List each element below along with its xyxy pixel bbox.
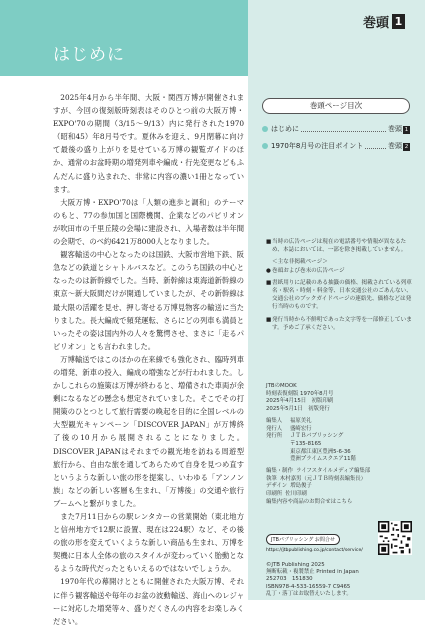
toc-title: 巻頭ページ目次 bbox=[262, 98, 410, 114]
colophon-key: デザイン bbox=[266, 483, 288, 490]
toc-page-number: 1 bbox=[404, 127, 409, 133]
copyright-line: ISBN978-4-533-16559-7 C9465 bbox=[266, 583, 351, 590]
paragraph: また7月11日からの駅レンタカーの営業開始（東北地方と信州地方で12駅に設置、現在は224駅）など、その後の旅の形を変えていくような新しい商品も生まれ、万博を契機に日本人全体の旅のスタイルが変わっていく胎動となるような時代だったともいえるのではないでしょうか。 bbox=[53, 512, 244, 574]
notice-text: 発行当時から不鮮明であった文字等を一部修正しています。予めご了承ください。 bbox=[272, 316, 412, 331]
colophon-key: 発行所 bbox=[266, 433, 283, 440]
colophon-row bbox=[266, 476, 412, 484]
toc-page-prefix: 巻頭 bbox=[388, 142, 402, 150]
colophon-key bbox=[266, 441, 290, 449]
notice-item bbox=[266, 258, 412, 266]
toc-page-prefix: 巻頭 bbox=[388, 125, 402, 133]
colophon-value: 増島俊子 bbox=[290, 483, 312, 490]
colophon-key: 印刷所 bbox=[266, 491, 283, 498]
notice-text: 当時の広告ページは現在の電話番号や情報が異なるため、本誌においては、一部を除き掲載していません。 bbox=[272, 239, 407, 254]
colophon-value: 木村嘉男（元ＪＴＢ時刻表編集長） bbox=[279, 475, 367, 482]
section-number: 1 bbox=[392, 14, 405, 29]
paragraph: 1970年代の幕開けとともに開催された大阪万博、それに伴う観客輸送や毎年のお盆の波動輸送、海山へのレジャーに対応した増発等々、盛りだくさんの内容をお楽しみください。 bbox=[53, 577, 244, 626]
copyright-line: 252703 151830 bbox=[266, 576, 313, 583]
colophon-row bbox=[266, 491, 412, 499]
colophon-row bbox=[266, 483, 412, 491]
copyright-block bbox=[266, 562, 412, 598]
section-badge bbox=[363, 12, 405, 31]
toc-list bbox=[262, 124, 410, 151]
date-line: 2025年4月15日 初版印刷 bbox=[266, 398, 334, 405]
toc-item[interactable] bbox=[262, 141, 410, 151]
notice-text: 巻頭および巻末の広告ページ bbox=[272, 267, 345, 274]
bullet-icon: ■ bbox=[266, 239, 272, 245]
toc-item-page bbox=[388, 141, 410, 151]
toc-item[interactable] bbox=[262, 124, 410, 134]
colophon-value: ライフスタイルメディア編集部 bbox=[295, 468, 371, 475]
colophon-value: 〒135-8165 bbox=[290, 440, 322, 447]
paragraph: 万博輸送ではこのほかの在来線でも強化され、臨時列車の増発、新車の投入、編成の増強などが行われました。しかしこれらの施策は万博が終わると、増備された車両が余剰になるなどの懸念も想定されていました。そこでその打開策のひとつとして旅行需要の喚起を目的に全国レベルの大型観光キャンペーン「DISCOVER JAPAN」が万博終了後の10月から展開されることになりました。DISCOVER JAPANはそれまでの観光地を訪ねる周遊型旅行から、自由な旅を通してあらためて自身を見つめ直すというような新しい旅の形を提案し、いわゆる「アンノン族」などの新しい客層も生まれ、「万博後」の交通や旅行ブームへと繋がりました。 bbox=[53, 354, 244, 508]
colophon-key: 発行人 bbox=[266, 425, 283, 432]
contact-area bbox=[266, 526, 412, 553]
colophon-row bbox=[266, 456, 412, 464]
copyright-line: ©JTB Publishing 2025 bbox=[266, 562, 325, 568]
colophon-value: 佐川印刷 bbox=[285, 491, 307, 498]
colophon-key: 編集内容や商品のお問合せはこちら bbox=[266, 498, 353, 505]
colophon-value: 福原美礼 bbox=[290, 417, 312, 424]
toc-item-label: 1970年8月号の注目ポイント bbox=[271, 142, 364, 150]
colophon-row bbox=[266, 468, 412, 476]
paragraph: 2025年4月から半年間、大阪・関西万博が開催されますが、今回の復刻版時刻表はそのひとつ前の大阪万博・EXPO'70の期間（3/15〜9/13）内に発行された1970（昭和45）年8月号です。夏休みを迎え、9月閉幕に向けて最後の盛り上がりを見せている万博の観覧ガイドのほか、通常のお盆時期の増発列車や編成・行先変更などもふんだんに盛り込まれた、非常に内容の濃い1冊となっています。 bbox=[53, 93, 244, 194]
toc-item-label: はじめに bbox=[271, 125, 299, 133]
toc-item-page bbox=[388, 124, 410, 134]
contact-pill: JTBパブリッシング お問合せ bbox=[266, 534, 340, 545]
bullet-icon: ■ bbox=[266, 316, 272, 323]
notice-text: ＜主な非掲載ページ＞ bbox=[272, 259, 328, 266]
colophon-key bbox=[266, 456, 290, 464]
table-of-contents bbox=[262, 98, 410, 158]
notice-item bbox=[266, 267, 412, 275]
notice-text: 書紙用りに記載のある抽籤の価格、掲載されている列車名・駅名・時刻・料金等、日本交通公社のごあんない、交通公社のブックガイドページの連絡先、価格などは発行当時のものです。 bbox=[272, 279, 412, 311]
section-label: 巻頭 bbox=[362, 16, 389, 31]
bullet-icon bbox=[262, 143, 268, 149]
colophon-row bbox=[266, 499, 412, 507]
body-text bbox=[53, 91, 244, 628]
notice-block bbox=[266, 238, 412, 336]
edition-title: 時刻表復刻版 1970年8月号 bbox=[266, 390, 334, 397]
colophon-value: 盛崎宏行 bbox=[290, 425, 312, 432]
colophon bbox=[266, 383, 412, 507]
bullet-icon bbox=[262, 126, 268, 132]
colophon-row bbox=[266, 418, 412, 426]
qr-code-icon[interactable] bbox=[378, 521, 412, 555]
date-line: 2025年5月1日 初版発行 bbox=[266, 406, 330, 413]
notice-item bbox=[266, 279, 412, 312]
bullet-icon: ● bbox=[266, 267, 271, 274]
colophon-key: 編集・制作 bbox=[266, 468, 293, 475]
copyright-line: 無断転載・複製禁止 Printed in Japan bbox=[266, 569, 359, 576]
paragraph: 大阪万博・EXPO'70は「人類の進歩と調和」のテーマのもと、77の参加国と国際機関、企業などのパビリオンが吹田市の千里丘陵の会場に建設され、入場者数は半年間の会期で、のべ約6421万8000人となりました。 bbox=[53, 197, 244, 247]
title-band bbox=[0, 0, 248, 76]
series-label: JTBのMOOK bbox=[266, 383, 297, 389]
notice-item bbox=[266, 238, 412, 254]
toc-page-number: 2 bbox=[404, 144, 409, 150]
colophon-key bbox=[266, 449, 290, 457]
colophon-value: 豊洲プライムスクエア11階 bbox=[290, 456, 356, 463]
leader-dots bbox=[365, 144, 386, 149]
copyright-line: 乱丁・落丁はお取替えいたします。 bbox=[266, 590, 352, 597]
colophon-row bbox=[266, 441, 412, 449]
colophon-key: 編集人 bbox=[266, 417, 283, 424]
leader-dots bbox=[301, 127, 386, 132]
colophon-value: ＪＴＢパブリッシング bbox=[290, 433, 344, 440]
notice-item bbox=[266, 316, 412, 332]
colophon-key: 執筆 bbox=[266, 475, 277, 482]
paragraph: 観客輸送の中心となったのは国鉄、大阪市営地下鉄、阪急などの鉄道とシャトルバスなど。このうち国鉄の中心となったのは新幹線でした。当時、新幹線は東海道新幹線の東京〜新大阪間だけが開通していましたが、その新幹線は最大限の活躍を見せ、押し寄せる万博見物客の輸送に当たりました。長大編成で頻発運転、さらにどの列車も満員といったその姿は国内外の人々を驚愕させ、まさに「走るパビリオン」とも言われました。 bbox=[53, 250, 244, 351]
colophon-value: 東京都江東区豊洲5-6-36 bbox=[290, 448, 351, 455]
page-title: はじめに bbox=[53, 45, 125, 65]
colophon-row bbox=[266, 433, 412, 441]
bullet-icon: ■ bbox=[266, 279, 272, 286]
contact-url[interactable]: https://jtbpublishing.co.jp/contact/service/ bbox=[266, 548, 363, 553]
